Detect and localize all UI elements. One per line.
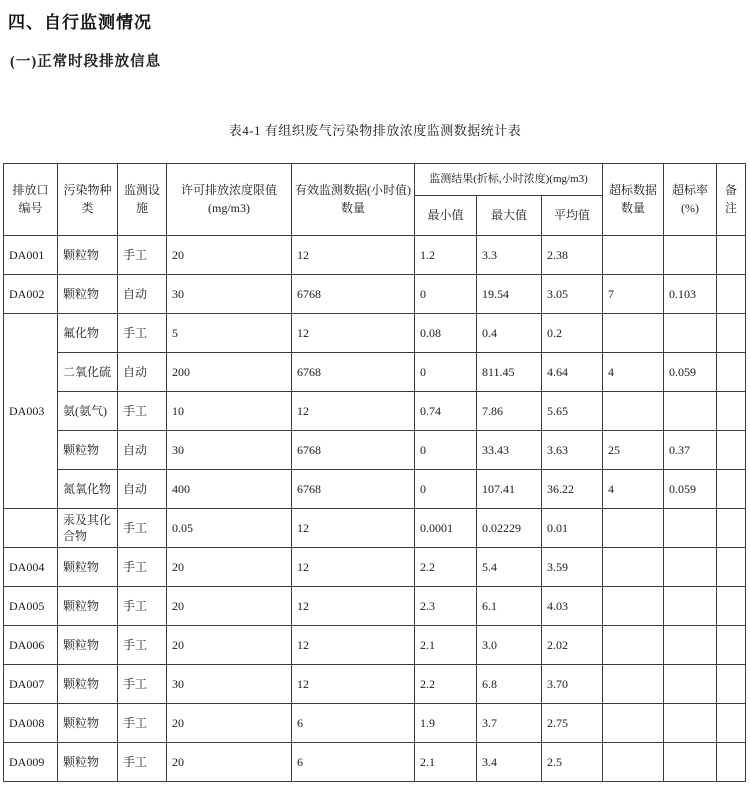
cell-note (717, 353, 746, 392)
cell-min: 1.2 (415, 236, 477, 275)
cell-over-count (603, 392, 664, 431)
cell-limit: 30 (167, 431, 292, 470)
cell-note (717, 548, 746, 587)
table-row (4, 353, 746, 392)
cell-pollutant: 颗粒物 (58, 236, 118, 275)
cell-avg: 3.63 (542, 431, 603, 470)
cell-avg: 2.75 (542, 704, 603, 743)
cell-avg: 3.05 (542, 275, 603, 314)
col-header-valid: 有效监测数据(小时值)数量 (292, 164, 415, 236)
cell-note (717, 470, 746, 509)
col-header-min: 最小值 (415, 196, 477, 236)
cell-outlet: DA008 (4, 704, 58, 743)
table-row (4, 314, 746, 353)
cell-outlet: DA007 (4, 665, 58, 704)
cell-over-count (603, 626, 664, 665)
cell-outlet: DA001 (4, 236, 58, 275)
cell-avg: 5.65 (542, 392, 603, 431)
cell-facility: 手工 (118, 626, 167, 665)
cell-over-rate (664, 587, 717, 626)
cell-valid: 12 (292, 626, 415, 665)
cell-facility: 自动 (118, 353, 167, 392)
cell-facility: 手工 (118, 509, 167, 548)
cell-facility: 手工 (118, 236, 167, 275)
table-row (4, 548, 746, 587)
table-row (4, 626, 746, 665)
table-row (4, 509, 746, 548)
table-caption: 表4-1 有组织废气污染物排放浓度监测数据统计表 (228, 123, 522, 138)
cell-pollutant: 颗粒物 (58, 665, 118, 704)
cell-outlet: DA005 (4, 587, 58, 626)
cell-over-count (603, 509, 664, 548)
cell-limit: 400 (167, 470, 292, 509)
col-header-note: 备注 (717, 164, 746, 236)
cell-max: 107.41 (477, 470, 542, 509)
header-row-1 (4, 164, 746, 196)
cell-note (717, 392, 746, 431)
cell-over-rate (664, 548, 717, 587)
cell-over-rate (664, 704, 717, 743)
cell-outlet-da003: DA003 (4, 314, 58, 509)
cell-pollutant: 氨(氨气) (58, 392, 118, 431)
cell-note (717, 587, 746, 626)
cell-max: 0.4 (477, 314, 542, 353)
cell-avg: 2.5 (542, 743, 603, 782)
cell-min: 2.1 (415, 626, 477, 665)
cell-valid: 6 (292, 704, 415, 743)
table-row (4, 470, 746, 509)
cell-note (717, 704, 746, 743)
table-row (4, 275, 746, 314)
cell-min: 0 (415, 353, 477, 392)
cell-facility: 手工 (118, 665, 167, 704)
cell-over-count: 4 (603, 470, 664, 509)
cell-min: 2.1 (415, 743, 477, 782)
cell-limit: 20 (167, 548, 292, 587)
table-row (4, 587, 746, 626)
cell-valid: 12 (292, 509, 415, 548)
cell-min: 1.9 (415, 704, 477, 743)
cell-min: 2.3 (415, 587, 477, 626)
cell-pollutant: 氮氧化物 (58, 470, 118, 509)
cell-outlet: DA006 (4, 626, 58, 665)
cell-pollutant: 颗粒物 (58, 626, 118, 665)
cell-facility: 手工 (118, 704, 167, 743)
section-title: 四、自行监测情况 (8, 13, 152, 32)
cell-over-rate (664, 626, 717, 665)
cell-max: 19.54 (477, 275, 542, 314)
cell-limit: 20 (167, 236, 292, 275)
cell-valid: 12 (292, 665, 415, 704)
table-row (4, 665, 746, 704)
subsection-title: (一)正常时段排放信息 (10, 54, 162, 70)
cell-pollutant: 氟化物 (58, 314, 118, 353)
cell-limit: 5 (167, 314, 292, 353)
col-header-avg: 平均值 (542, 196, 603, 236)
cell-valid: 6768 (292, 353, 415, 392)
cell-max: 3.0 (477, 626, 542, 665)
col-header-pollutant: 污染物种类 (58, 164, 118, 236)
cell-avg: 2.02 (542, 626, 603, 665)
table-row (4, 704, 746, 743)
cell-over-rate (664, 392, 717, 431)
cell-avg: 4.03 (542, 587, 603, 626)
cell-pollutant: 颗粒物 (58, 431, 118, 470)
cell-limit: 200 (167, 353, 292, 392)
col-header-limit: 许可排放浓度限值 (mg/m3) (167, 164, 292, 236)
cell-avg: 2.38 (542, 236, 603, 275)
cell-min: 2.2 (415, 548, 477, 587)
cell-over-count (603, 236, 664, 275)
cell-min: 2.2 (415, 665, 477, 704)
cell-min: 0.0001 (415, 509, 477, 548)
cell-max: 3.3 (477, 236, 542, 275)
cell-over-rate (664, 509, 717, 548)
monitoring-table (3, 163, 746, 782)
cell-max: 0.02229 (477, 509, 542, 548)
table-row (4, 431, 746, 470)
cell-max: 3.4 (477, 743, 542, 782)
cell-max: 5.4 (477, 548, 542, 587)
cell-valid: 6 (292, 743, 415, 782)
cell-pollutant: 二氧化硫 (58, 353, 118, 392)
cell-facility: 自动 (118, 275, 167, 314)
cell-over-count: 7 (603, 275, 664, 314)
cell-pollutant: 汞及其化合物 (58, 509, 118, 548)
cell-max: 6.1 (477, 587, 542, 626)
cell-over-rate: 0.103 (664, 275, 717, 314)
cell-over-count (603, 665, 664, 704)
cell-min: 0 (415, 431, 477, 470)
cell-over-rate (664, 665, 717, 704)
cell-over-rate (664, 314, 717, 353)
table-row (4, 236, 746, 275)
cell-min: 0 (415, 470, 477, 509)
cell-over-count: 25 (603, 431, 664, 470)
cell-over-count (603, 314, 664, 353)
cell-outlet: DA004 (4, 548, 58, 587)
cell-note (717, 236, 746, 275)
cell-facility: 手工 (118, 743, 167, 782)
cell-note (717, 431, 746, 470)
cell-limit: 20 (167, 626, 292, 665)
cell-limit: 30 (167, 665, 292, 704)
cell-pollutant: 颗粒物 (58, 587, 118, 626)
cell-outlet: DA009 (4, 743, 58, 782)
cell-limit: 10 (167, 392, 292, 431)
cell-avg: 36.22 (542, 470, 603, 509)
cell-pollutant: 颗粒物 (58, 704, 118, 743)
cell-limit: 20 (167, 743, 292, 782)
col-header-max: 最大值 (477, 196, 542, 236)
col-header-over-rate: 超标率 (%) (664, 164, 717, 236)
cell-valid: 12 (292, 548, 415, 587)
cell-over-count (603, 743, 664, 782)
table-row (4, 392, 746, 431)
cell-max: 7.86 (477, 392, 542, 431)
cell-avg: 4.64 (542, 353, 603, 392)
cell-facility: 手工 (118, 587, 167, 626)
cell-note (717, 626, 746, 665)
cell-valid: 12 (292, 587, 415, 626)
cell-over-rate: 0.37 (664, 431, 717, 470)
cell-facility: 手工 (118, 548, 167, 587)
cell-note (717, 314, 746, 353)
cell-over-count: 4 (603, 353, 664, 392)
cell-max: 33.43 (477, 431, 542, 470)
cell-over-rate (664, 743, 717, 782)
cell-over-count (603, 704, 664, 743)
cell-max: 6.8 (477, 665, 542, 704)
cell-outlet: DA002 (4, 275, 58, 314)
cell-avg: 3.70 (542, 665, 603, 704)
cell-avg: 0.2 (542, 314, 603, 353)
col-header-facility: 监测设施 (118, 164, 167, 236)
cell-outlet (4, 509, 58, 548)
cell-pollutant: 颗粒物 (58, 548, 118, 587)
col-header-result-group: 监测结果(折标,小时浓度)(mg/m3) (415, 164, 603, 196)
cell-min: 0.74 (415, 392, 477, 431)
cell-min: 0.08 (415, 314, 477, 353)
col-header-over-count: 超标数据 数量 (603, 164, 664, 236)
cell-valid: 6768 (292, 470, 415, 509)
cell-avg: 3.59 (542, 548, 603, 587)
col-header-outlet: 排放口编号 (4, 164, 58, 236)
cell-note (717, 275, 746, 314)
cell-limit: 20 (167, 704, 292, 743)
cell-min: 0 (415, 275, 477, 314)
cell-over-rate: 0.059 (664, 470, 717, 509)
cell-facility: 自动 (118, 431, 167, 470)
table-row (4, 743, 746, 782)
cell-limit: 0.05 (167, 509, 292, 548)
cell-valid: 6768 (292, 431, 415, 470)
cell-note (717, 743, 746, 782)
cell-avg: 0.01 (542, 509, 603, 548)
cell-over-rate (664, 236, 717, 275)
cell-over-count (603, 548, 664, 587)
cell-pollutant: 颗粒物 (58, 275, 118, 314)
cell-pollutant: 颗粒物 (58, 743, 118, 782)
cell-facility: 手工 (118, 314, 167, 353)
cell-max: 3.7 (477, 704, 542, 743)
cell-limit: 20 (167, 587, 292, 626)
cell-valid: 12 (292, 236, 415, 275)
cell-limit: 30 (167, 275, 292, 314)
cell-facility: 自动 (118, 470, 167, 509)
cell-note (717, 509, 746, 548)
cell-over-count (603, 587, 664, 626)
cell-valid: 6768 (292, 275, 415, 314)
cell-over-rate: 0.059 (664, 353, 717, 392)
cell-valid: 12 (292, 392, 415, 431)
cell-valid: 12 (292, 314, 415, 353)
cell-note (717, 665, 746, 704)
cell-max: 811.45 (477, 353, 542, 392)
cell-facility: 手工 (118, 392, 167, 431)
